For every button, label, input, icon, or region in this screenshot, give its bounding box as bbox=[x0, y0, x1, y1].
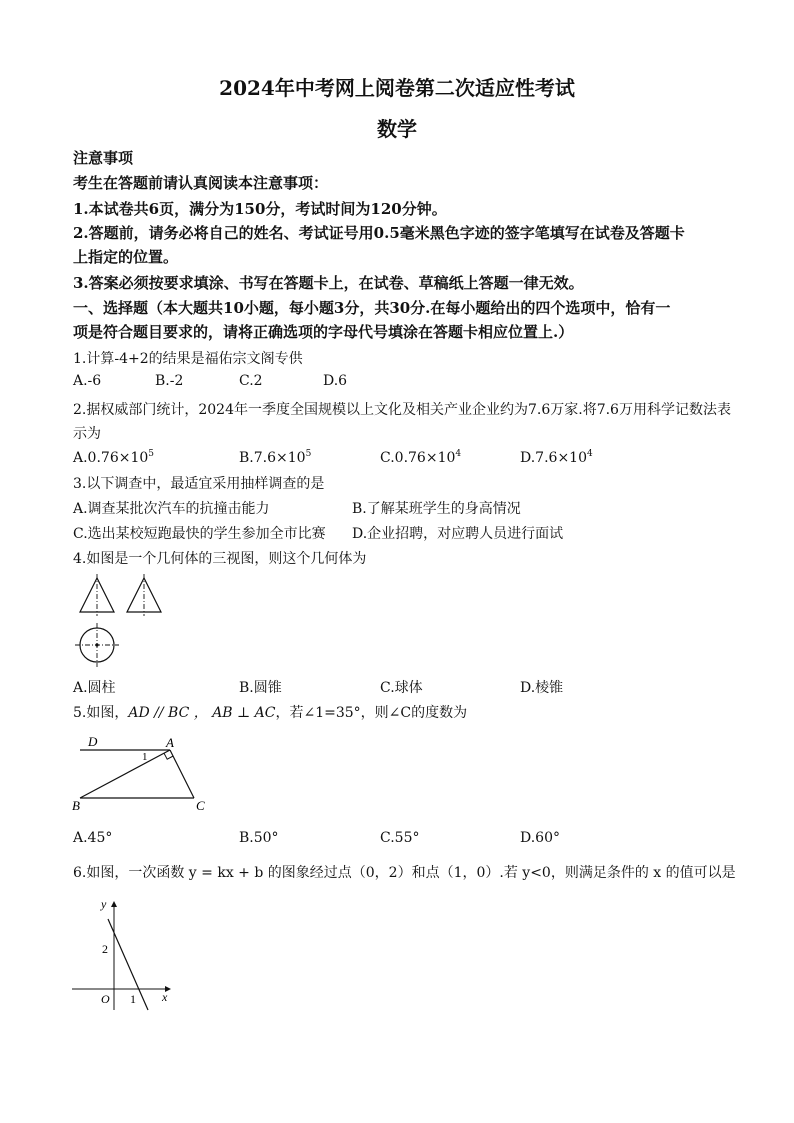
label-B: B bbox=[72, 798, 80, 813]
q5-stem: 5.如图，AD // BC ， AB ⊥ AC，若∠1=35°，则∠C的度数为 bbox=[73, 705, 468, 721]
q1-option-b: B.-2 bbox=[155, 373, 184, 389]
q1-option-c: C.2 bbox=[239, 373, 263, 389]
q1-option-d: D.6 bbox=[323, 373, 348, 389]
q2-option-d: $D.7.6\times 10^4$ bbox=[520, 449, 593, 466]
q6-stem: 6.如图，一次函数 y = kx + b 的图象经过点（0，2）和点（1，0）.若 y<0，则满足条件的 x 的值可以是 bbox=[73, 865, 736, 881]
label-D: D bbox=[88, 734, 98, 749]
x-axis-label: x bbox=[162, 990, 168, 1004]
q1-stem: 1.计算-4+2的结果是福佑宗文阁专供 bbox=[73, 351, 303, 367]
q6-linear-function-graph bbox=[68, 898, 180, 1014]
notice-item-2-cont: 上指定的位置。 bbox=[73, 248, 179, 266]
y-axis-label: y bbox=[101, 898, 107, 911]
line-AC bbox=[170, 750, 194, 798]
section1-line1: 一、选择题（本大题共10小题，每小题3分，共30分.在每小题给出的四个选项中，恰有一 bbox=[73, 299, 671, 317]
q3-option-c: C.选出某校短跑最快的学生参加全市比赛 bbox=[73, 526, 326, 542]
subject-title: 数学 bbox=[377, 117, 417, 141]
label-A: A bbox=[166, 735, 174, 750]
q5-option-b: B.50° bbox=[239, 830, 279, 846]
y-intercept-label: 2 bbox=[102, 942, 108, 956]
label-C: C bbox=[196, 798, 205, 813]
q5-option-c: C.55° bbox=[380, 830, 420, 846]
section1-line2: 项是符合题目要求的，请将正确选项的字母代号填涂在答题卡相应位置上.） bbox=[73, 323, 574, 341]
q2-option-b: $B.7.6\times 10^5$ bbox=[239, 449, 312, 466]
q4-option-c: C.球体 bbox=[380, 680, 423, 696]
label-angle-1: 1 bbox=[142, 751, 148, 763]
q2-option-a: $A.0.76\times 10^5$ bbox=[73, 449, 155, 466]
q2-stem-cont: 示为 bbox=[73, 426, 101, 442]
q4-option-d: D.棱锥 bbox=[520, 680, 564, 696]
notice-heading: 注意事项 bbox=[73, 149, 134, 167]
q1-option-a: A.-6 bbox=[73, 373, 102, 389]
q4-stem: 4.如图是一个几何体的三视图，则这个几何体为 bbox=[73, 551, 367, 567]
q3-stem: 3.以下调查中，最适宜采用抽样调查的是 bbox=[73, 476, 325, 492]
exam-title: 2024年中考网上阅卷第二次适应性考试 bbox=[219, 76, 575, 100]
q3-option-a: A.调查某批次汽车的抗撞击能力 bbox=[73, 501, 270, 517]
q3-option-d: D.企业招聘，对应聘人员进行面试 bbox=[352, 526, 564, 542]
q5-option-d: D.60° bbox=[520, 830, 560, 846]
q5-triangle-figure bbox=[68, 730, 218, 816]
q3-option-b: B.了解某班学生的身高情况 bbox=[352, 501, 521, 517]
q4-three-views-figure bbox=[70, 572, 180, 672]
notice-intro: 考生在答题前请认真阅读本注意事项： bbox=[73, 174, 329, 192]
line-AB bbox=[80, 750, 170, 798]
q4-option-a: A.圆柱 bbox=[73, 680, 116, 696]
notice-item-1: 1.本试卷共6页，满分为150分，考试时间为120分钟。 bbox=[73, 200, 447, 218]
q2-stem: 2.据权威部门统计，2024年一季度全国规模以上文化及相关产业企业约为7.6万家.将7.6万用科学记数法表 bbox=[73, 402, 731, 418]
x-intercept-label: 1 bbox=[130, 992, 136, 1006]
q5-option-a: A.45° bbox=[73, 830, 113, 846]
q2-option-c: $C.0.76\times 10^4$ bbox=[380, 449, 462, 466]
origin-label: O bbox=[101, 992, 110, 1006]
notice-item-3: 3.答案必须按要求填涂、书写在答题卡上，在试卷、草稿纸上答题一律无效。 bbox=[73, 274, 584, 292]
notice-item-2: 2.答题前，请务必将自己的姓名、考试证号用0.5毫米黑色字迹的签字笔填写在试卷及答题卡 bbox=[73, 224, 685, 242]
q4-option-b: B.圆锥 bbox=[239, 680, 282, 696]
